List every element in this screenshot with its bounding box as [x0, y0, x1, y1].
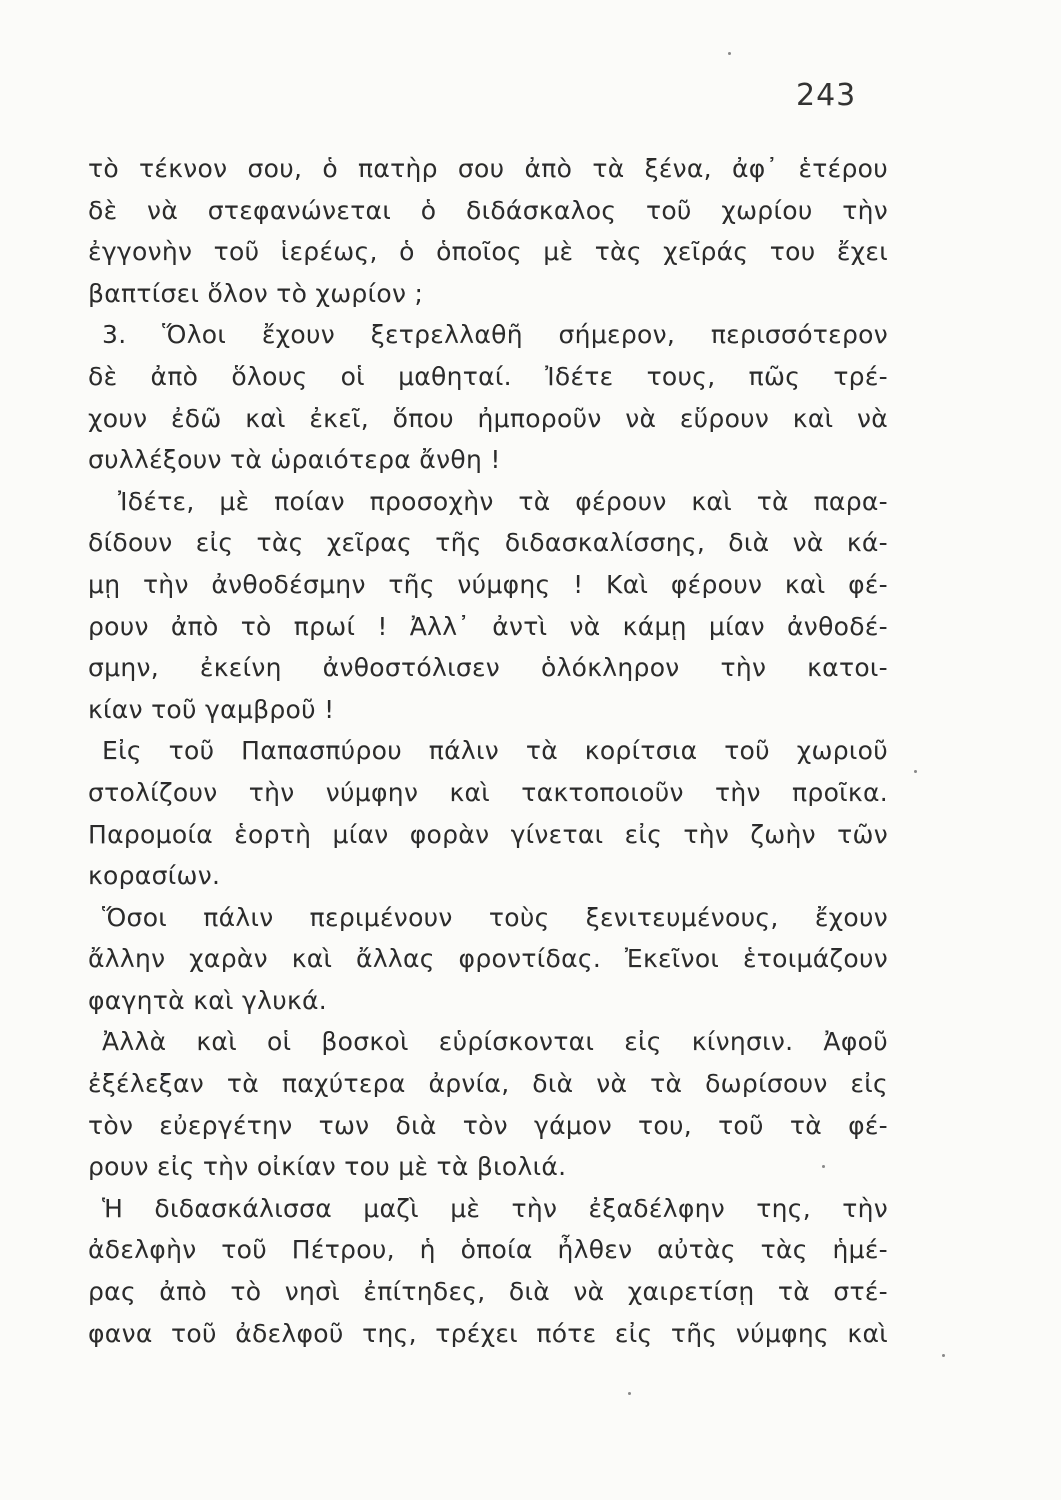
text-line: τὸ τέκνον σου, ὁ πατὴρ σου ἀπὸ τὰ ξένα, ἀφ᾿ ἑτέρου: [88, 154, 888, 183]
paper-speck: [628, 1392, 631, 1395]
text-line: ἄλλην χαρὰν καὶ ἄλλας φροντίδας. Ἐκεῖνοι ἑτοιμάζουν: [88, 944, 888, 974]
text-line: τὸν εὐεργέτην των διὰ τὸν γάμον του, τοῦ τὰ φέ-: [88, 1110, 888, 1140]
text-line: ρουν ἀπὸ τὸ πρωί ! Ἀλλ᾿ ἀντὶ νὰ κάμῃ μίαν ἀνθοδέ-: [88, 611, 888, 641]
text-line: ἀδελφὴν τοῦ Πέτρου, ἡ ὁποία ἦλθεν αὐτὰς τὰς ἡμέ-: [88, 1235, 888, 1265]
text-line: ρουν εἰς τὴν οἰκίαν του μὲ τὰ βιολιά.: [88, 1152, 567, 1182]
paper-speck: [914, 770, 917, 773]
text-line: βαπτίσει ὅλον τὸ χωρίον ;: [88, 278, 424, 308]
paper-speck: [822, 1165, 825, 1168]
text-line: Ἀλλὰ καὶ οἱ βοσκοὶ εὑρίσκονται εἰς κίνησιν. Ἀφοῦ: [102, 1027, 888, 1057]
text-line: συλλέξουν τὰ ὡραιότερα ἄνθη !: [88, 445, 501, 475]
text-line: μῃ τὴν ἀνθοδέσμην τῆς νύμφης ! Καὶ φέρουν καὶ φέ-: [88, 569, 888, 599]
text-line: Ἡ διδασκάλισσα μαζὶ μὲ τὴν ἐξαδέλφην της, τὴν: [102, 1193, 888, 1223]
text-line: ἐξέλεξαν τὰ παχύτερα ἀρνία, διὰ νὰ τὰ δωρίσουν εἰς: [88, 1069, 888, 1099]
text-line: στολίζουν τὴν νύμφην καὶ τακτοποιοῦν τὴν προῖκα.: [88, 777, 888, 807]
text-line: δὲ νὰ στεφανώνεται ὁ διδάσκαλος τοῦ χωρίου τὴν: [88, 195, 888, 225]
paper-speck: [728, 52, 731, 55]
text-line: σμην, ἐκείνη ἀνθοστόλισεν ὁλόκληρον τὴν κατοι-: [88, 653, 888, 683]
text-line: Ἰδέτε, μὲ ποίαν προσοχὴν τὰ φέρουν καὶ τὰ παρα-: [118, 486, 888, 516]
text-line: δὲ ἀπὸ ὅλους οἱ μαθηταί. Ἰδέτε τους, πῶς τρέ-: [88, 361, 888, 391]
text-line: 3. Ὅλοι ἔχουν ξετρελλαθῆ σήμερον, περισσότερον: [102, 320, 888, 350]
text-line: φανα τοῦ ἀδελφοῦ της, τρέχει πότε εἰς τῆς νύμφης καὶ: [88, 1318, 888, 1348]
paper-speck: [942, 1354, 945, 1357]
text-line: φαγητὰ καὶ γλυκά.: [88, 985, 328, 1015]
text-line: κορασίων.: [88, 861, 221, 891]
text-line: Ὅσοι πάλιν περιμένουν τοὺς ξενιτευμένους, ἔχουν: [102, 902, 888, 932]
body-text: [88, 148, 888, 1354]
text-line: ρας ἀπὸ τὸ νησὶ ἐπίτηδες, διὰ νὰ χαιρετίσῃ τὰ στέ-: [88, 1277, 888, 1307]
text-line: ἐγγονὴν τοῦ ἱερέως, ὁ ὁποῖος μὲ τὰς χεῖράς του ἔχει: [88, 237, 888, 267]
text-line: χουν ἐδῶ καὶ ἐκεῖ, ὅπου ἠμποροῦν νὰ εὕρουν καὶ νὰ: [88, 403, 888, 433]
page-number: 243: [796, 78, 857, 113]
text-line: δίδουν εἰς τὰς χεῖρας τῆς διδασκαλίσσης, διὰ νὰ κά-: [88, 528, 888, 558]
text-line: Εἰς τοῦ Παπασπύρου πάλιν τὰ κορίτσια τοῦ χωριοῦ: [102, 736, 888, 766]
text-line: Παρομοία ἑορτὴ μίαν φορὰν γίνεται εἰς τὴν ζωὴν τῶν: [88, 819, 888, 849]
text-line: κίαν τοῦ γαμβροῦ !: [88, 694, 335, 724]
